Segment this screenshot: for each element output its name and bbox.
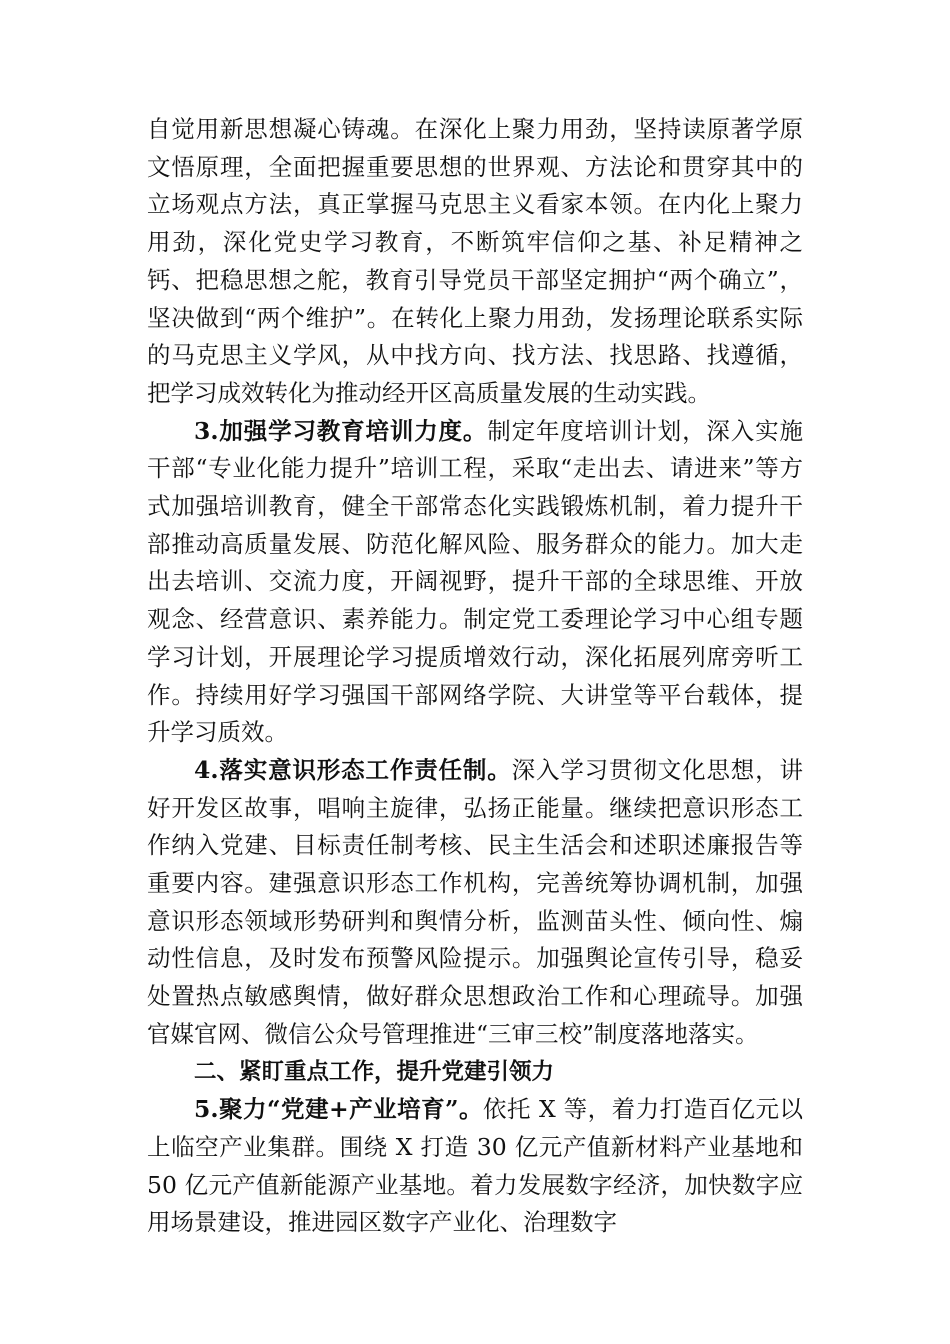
item-5-body: 依托 X 等，着力打造百亿元以上临空产业集群。围绕 X 打造 30 亿元产值新材料产业基地和 50 亿元产值新能源产业基地。着力发展数字经济，加快数字应用场景建设，推进园区数字产业化、治理数字 (147, 1095, 803, 1237)
item-4-title: 4.落实意识形态工作责任制。 (194, 755, 512, 784)
item-5-title: 5.聚力“党建+产业培育”。 (194, 1095, 484, 1124)
item-3-body: 制定年度培训计划，深入实施干部“专业化能力提升”培训工程，采取“走出去、请进来”等方式加强培训教育，健全干部常态化实践锻炼机制，着力提升干部推动高质量发展、防范化解风险、服务群众的能力。加大走出去培训、交流力度，开阔视野，提升干部的全球思维、开放观念、经营意识、素养能力。制定党工委理论学习中心组专题学习计划，开展理论学习提质增效行动，深化拓展列席旁听工作。持续用好学习强国干部网络学院、大讲堂等平台载体，提升学习质效。 (147, 416, 803, 747)
section-2-heading: 二、紧盯重点工作，提升党建引领力 (194, 1058, 555, 1085)
item-3-paragraph (147, 413, 803, 752)
item-3-title: 3.加强学习教育培训力度。 (194, 416, 488, 445)
document-body (147, 111, 803, 1242)
paragraph-continuation: 自觉用新思想凝心铸魂。在深化上聚力用劲，坚持读原著学原文悟原理，全面把握重要思想的世界观、方法论和贯穿其中的立场观点方法，真正掌握马克思主义看家本领。在内化上聚力用劲，深化党史学习教育，不断筑牢信仰之基、补足精神之钙、把稳思想之舵，教育引导党员干部坚定拥护“两个确立”，坚决做到“两个维护”。在转化上聚力用劲，发扬理论联系实际的马克思主义学风，从中找方向、找方法、找思路、找遵循，把学习成效转化为推动经开区高质量发展的生动实践。 (147, 115, 803, 407)
item-4-paragraph (147, 752, 803, 1054)
item-5-paragraph (147, 1091, 803, 1242)
item-4-body: 深入学习贯彻文化思想，讲好开发区故事，唱响主旋律，弘扬正能量。继续把意识形态工作纳入党建、目标责任制考核、民主生活会和述职述廉报告等重要内容。建强意识形态工作机构，完善统筹协调机制，加强意识形态领域形势研判和舆情分析，监测苗头性、倾向性、煽动性信息，及时发布预警风险提示。加强舆论宣传引导，稳妥处置热点敏感舆情，做好群众思想政治工作和心理疏导。加强官媒官网、微信公众号管理推进“三审三校”制度落地落实。 (147, 755, 803, 1048)
